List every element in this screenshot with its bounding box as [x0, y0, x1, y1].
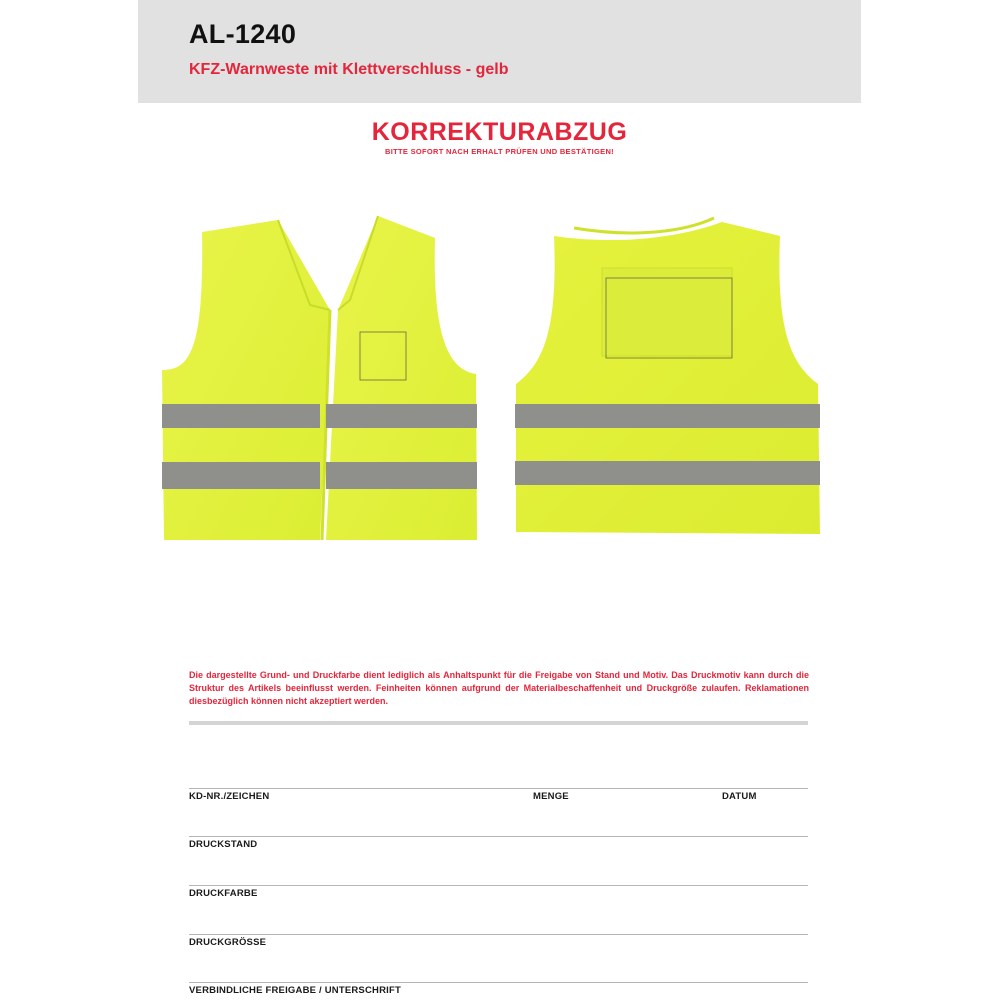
- article-number: AL-1240: [189, 19, 297, 49]
- header-band: [138, 0, 861, 103]
- form-line: [189, 934, 808, 935]
- form-line: [189, 982, 808, 983]
- section-divider: [189, 721, 808, 725]
- proof-title: KORREKTURABZUG: [371, 118, 628, 146]
- form-line: [189, 836, 808, 837]
- proof-sheet: [138, 0, 861, 1000]
- quantity-label: MENGE: [533, 791, 569, 802]
- print-position-label: DRUCKSTAND: [189, 839, 258, 850]
- form-line: [189, 788, 808, 789]
- print-size-label: DRUCKGRÖSSE: [189, 937, 267, 948]
- print-color-label: DRUCKFARBE: [189, 888, 258, 899]
- customer-number-label: KD-NR./ZEICHEN: [189, 791, 270, 802]
- vest-back-image: [514, 214, 820, 536]
- article-description: KFZ-Warnweste mit Klettverschluss - gelb: [189, 61, 509, 78]
- disclaimer-text: Die dargestellte Grund- und Druckfarbe dient lediglich als Anhaltspunkt für die Freigabe von Stand und Motiv. Das Druckmotiv kann durch die Struktur des Artikels beeinflusst werden. Feinheiten können aufgrund der Materialbeschaffenheit und Druckgröße zulaufen. Reklamationen diesbezüglich können nicht akzeptiert werden.: [189, 670, 809, 706]
- vest-front-image: [160, 210, 478, 545]
- approval-signature-label: VERBINDLICHE FREIGABE / UNTERSCHRIFT: [189, 985, 401, 996]
- proof-subtitle: BITTE SOFORT NACH ERHALT PRÜFEN UND BESTÄTIGEN!: [385, 147, 614, 156]
- date-label: DATUM: [722, 791, 757, 802]
- form-line: [189, 885, 808, 886]
